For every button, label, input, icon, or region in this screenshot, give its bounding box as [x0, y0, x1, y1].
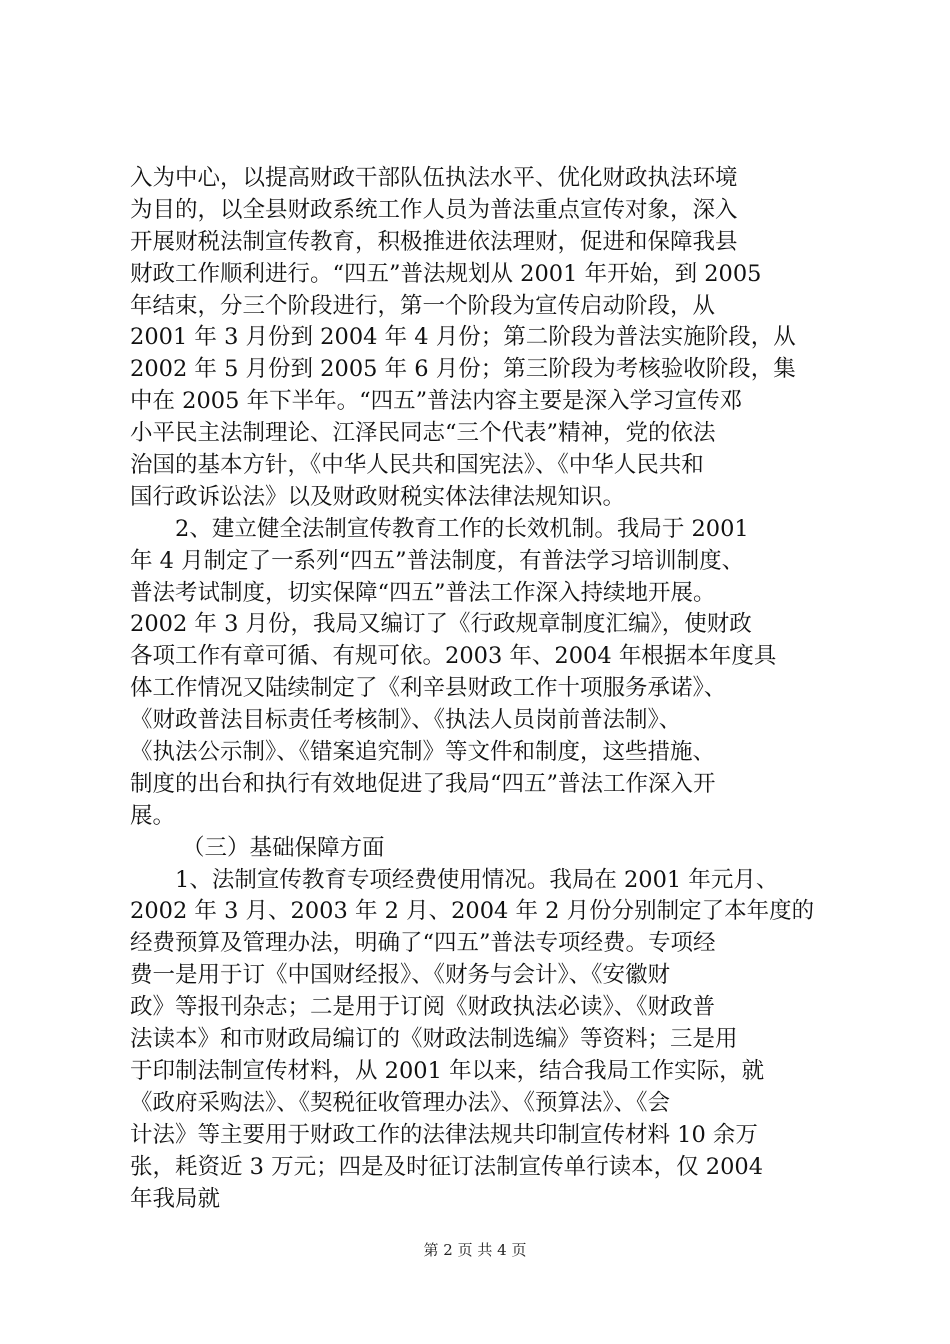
text-line: 入为中心，以提高财政干部队伍执法水平、优化财政执法环境 — [130, 165, 738, 191]
paragraph-start-line: 2、建立健全法制宣传教育工作的长效机制。我局于 2001 — [175, 515, 749, 542]
text-line: 制度的出台和执行有效地促进了我局“四五”普法工作深入开 — [130, 770, 716, 797]
text-line: 展。 — [130, 802, 176, 829]
text-line: 年我局就 — [130, 1185, 221, 1212]
text-line: 国行政诉讼法》以及财政财税实体法律法规知识。 — [130, 483, 626, 510]
paragraph-start-line: 1、法制宣传教育专项经费使用情况。我局在 2001 年元月、 — [175, 866, 779, 893]
text-line: 各项工作有章可循、有规可依。2003 年、2004 年根据本年度具 — [130, 643, 777, 670]
text-line: 小平民主法制理论、江泽民同志“三个代表”精神，党的依法 — [130, 420, 716, 447]
text-line: 2002 年 5 月份到 2005 年 6 月份；第三阶段为考核验收阶段，集 — [130, 356, 796, 383]
document-body — [130, 163, 830, 1215]
text-line: 于印制法制宣传材料，从 2001 年以来，结合我局工作实际，就 — [130, 1057, 765, 1084]
text-line: 法读本》和市财政局编订的《财政法制选编》等资料；三是用 — [130, 1026, 738, 1053]
text-line: 财政工作顺利进行。“四五”普法规划从 2001 年开始，到 2005 — [130, 260, 762, 287]
text-line: 张，耗资近 3 万元；四是及时征订法制宣传单行读本，仅 2004 — [130, 1153, 764, 1180]
text-line: 中在 2005 年下半年。“四五”普法内容主要是深入学习宣传邓 — [130, 388, 743, 415]
text-line: 2002 年 3 月、2003 年 2 月、2004 年 2 月份分别制定了本年度的 — [130, 898, 815, 925]
text-line: 政》等报刊杂志；二是用于订阅《财政执法必读》、《财政普 — [130, 994, 716, 1021]
section-heading: （三）基础保障方面 — [182, 834, 385, 861]
text-line: 《执法公示制》、《错案追究制》等文件和制度，这些措施、 — [130, 739, 716, 766]
text-line: 《财政普法目标责任考核制》、《执法人员岗前普法制》、 — [130, 707, 682, 734]
page-number-footer: 第 2 页 共 4 页 — [423, 1241, 527, 1259]
text-line: 费一是用于订《中国财经报》、《财务与会计》、《安徽财 — [130, 962, 671, 989]
text-line: 治国的基本方针，《中华人民共和国宪法》、《中华人民共和 — [130, 452, 704, 479]
text-line: 开展财税法制宣传教育，积极推进依法理财，促进和保障我县 — [130, 228, 738, 255]
text-line: 体工作情况又陆续制定了《利辛县财政工作十项服务承诺》、 — [130, 675, 727, 702]
text-line: 为目的，以全县财政系统工作人员为普法重点宣传对象，深入 — [130, 196, 738, 223]
text-line: 年结束，分三个阶段进行，第一个阶段为宣传启动阶段，从 — [130, 292, 716, 319]
text-line: 《政府采购法》、《契税征收管理办法》、《预算法》、《会 — [130, 1089, 671, 1116]
text-line: 年 4 月制定了一系列“四五”普法制度，有普法学习培训制度、 — [130, 547, 745, 574]
text-line: 普法考试制度，切实保障“四五”普法工作深入持续地开展。 — [130, 579, 716, 606]
text-line: 2002 年 3 月份，我局又编订了《行政规章制度汇编》，使财政 — [130, 611, 752, 638]
text-line: 经费预算及管理办法，明确了“四五”普法专项经费。专项经 — [130, 930, 716, 957]
text-line: 2001 年 3 月份到 2004 年 4 月份；第二阶段为普法实施阶段，从 — [130, 324, 796, 351]
text-line: 计法》等主要用于财政工作的法律法规共印制宣传材料 10 余万 — [130, 1121, 758, 1148]
